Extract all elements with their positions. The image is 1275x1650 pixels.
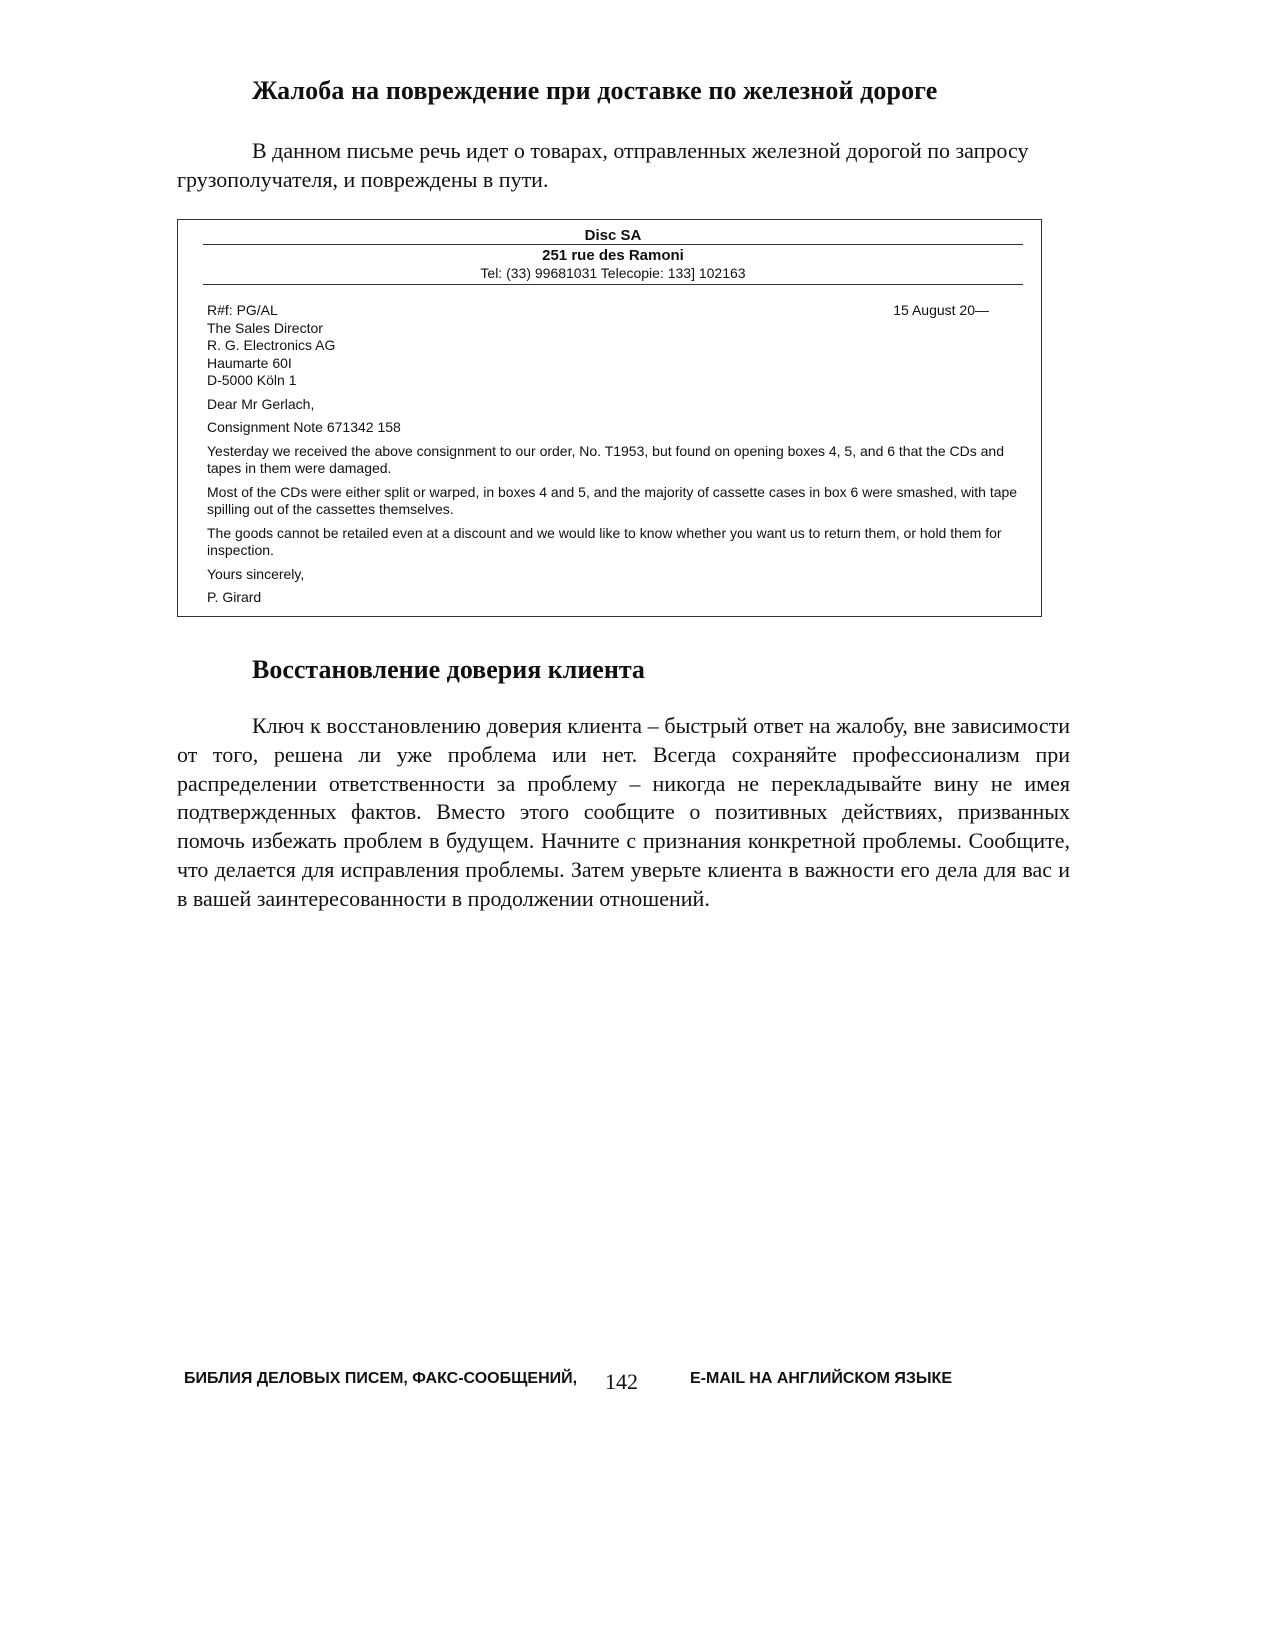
letter-date: 15 August 20— [893, 302, 989, 318]
footer-book-title-right: E-MAIL НА АНГЛИЙСКОМ ЯЗЫКЕ [690, 1370, 952, 1387]
letterhead-rule-bottom [203, 284, 1023, 285]
letterhead-phone: Tel: (33) 99681031 Telecopie: 133] 102163 [480, 265, 746, 281]
letterhead-rule-top [203, 244, 1023, 245]
letter-paragraph: Yesterday we received the above consignment to our order, No. T1953, but found on opening boxes 4, 5, and 6 that the CDs and tapes in them were damaged. [207, 442, 1004, 476]
intro-paragraph: В данном письме речь идет о товарах, отправленных железной дорогой по запросу грузополучателя, и повреждены в пути. [177, 138, 1029, 192]
letter-box [177, 219, 1042, 617]
page-number: 142 [605, 1369, 638, 1394]
letter-body [207, 302, 1022, 607]
recipient-line: The Sales Director [207, 319, 323, 336]
letter-salutation: Dear Mr Gerlach, [207, 395, 315, 412]
recipient-line: Haumarte 60I [207, 354, 292, 371]
letterhead-company: Disc SA [584, 227, 642, 244]
section-title-complaint: Жалоба на повреждение при доставке по железной дороге [252, 76, 938, 105]
recipient-line: R. G. Electronics AG [207, 337, 336, 353]
section-title-trust: Восстановление доверия клиента [252, 655, 645, 684]
trust-paragraph: Ключ к восстановлению доверия клиента – быстрый ответ на жалобу, вне зависимости от того, решена ли уже проблема или нет. Всегда сохраняйте профессионализм при распределении ответственности за проблему – никогда не перекладывайте вину не имея подтвержденных фактов. Вместо этого сообщите о позитивных действиях, призванных помочь избежать проблем в будущем. Начните с признания конкретной проблемы. Сообщите, что делается для исправления проблемы. Затем уверьте клиента в важности его дела для вас и в вашей заинтересованности в продолжении отношений. [177, 713, 1070, 911]
letter-paragraph: The goods cannot be retailed even at a discount and we would like to know whether you want us to return them, or hold them for inspection. [207, 524, 1002, 558]
footer-book-title-left: БИБЛИЯ ДЕЛОВЫХ ПИСЕМ, ФАКС-СООБЩЕНИЙ, [184, 1370, 578, 1387]
letter-subject: Consignment Note 671342 158 [207, 419, 401, 435]
recipient-line: D-5000 Köln 1 [207, 372, 297, 388]
letter-signature: P. Girard [207, 589, 262, 605]
letterhead-address: 251 rue des Ramoni [542, 247, 684, 264]
letter-reference: R#f: PG/AL [207, 302, 278, 318]
letter-closing: Yours sincerely, [207, 565, 305, 582]
letter-paragraph: Most of the CDs were either split or warped, in boxes 4 and 5, and the majority of cassette cases in box 6 were smashed, with tape spilling out of the cassettes themselves. [207, 483, 1018, 517]
